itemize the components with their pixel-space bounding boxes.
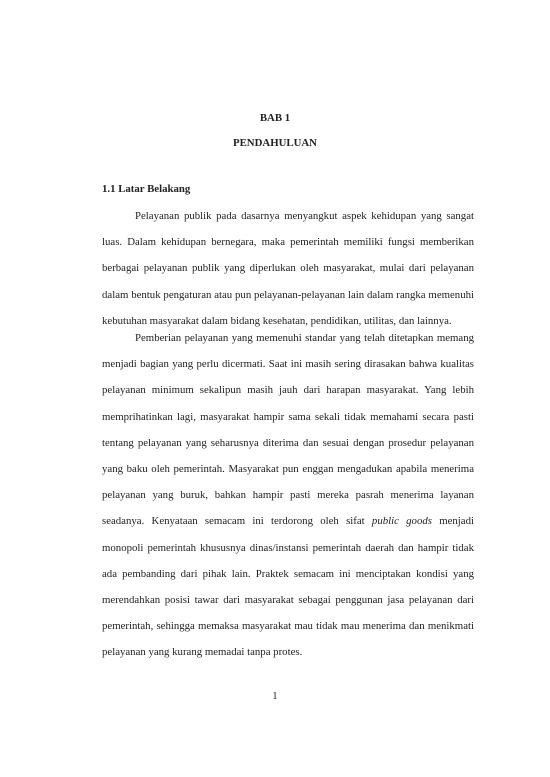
section-heading: 1.1 Latar Belakang <box>102 183 191 195</box>
chapter-title: PENDAHULUAN <box>233 137 317 149</box>
paragraph-line: ada pembanding dari pihak lain. Praktek semacam ini menciptakan kondisi yang <box>102 567 474 580</box>
page-number: 1 <box>272 690 278 702</box>
paragraph-line: yang baku oleh pemerintah. Masyarakat pun enggan mengadukan apabila menerima <box>102 462 474 475</box>
paragraph-line: monopoli pemerintah khususnya dinas/instansi pemerintah daerah dan hampir tidak <box>102 541 474 554</box>
paragraph-line: merendahkan posisi tawar dari masyarakat sebagai penggunan jasa pelayanan dari <box>102 593 474 606</box>
paragraph-line: dalam bentuk pengaturan atau pun pelayanan-pelayanan lain dalam rangka memenuhi <box>102 288 474 301</box>
paragraph-2 <box>102 331 474 671</box>
paragraph-line: Pemberian pelayanan yang memenuhi standar yang telah ditetapkan memang <box>135 332 474 344</box>
paragraph-line: pelayanan yang buruk, bahkan hampir pasti mereka pasrah menerima layanan <box>102 489 474 502</box>
paragraph-line: pelayanan minimum sekalipun masih jauh dari harapan masyarakat. Yang lebih <box>102 384 474 397</box>
paragraph-line: Pelayanan publik pada dasarnya menyangkut aspek kehidupan yang sangat <box>135 210 474 222</box>
paragraph-line: memprihatinkan lagi, masyarakat hampir sama sekali tidak memahami secara pasti <box>102 410 474 423</box>
paragraph-line: pelayanan yang kurang memadai tanpa protes. <box>102 646 303 659</box>
paragraph-line: kebutuhan masyarakat dalam bidang kesehatan, pendidikan, utilitas, dan lainnya. <box>102 314 452 327</box>
paragraph-line: menjadi bagian yang perlu dicermati. Saat ini masih sering dirasakan bahwa kualitas <box>102 358 474 371</box>
chapter-label: BAB 1 <box>259 112 291 124</box>
paragraph-line: berbagai pelayanan publik yang diperlukan oleh masyarakat, mulai dari pelayanan <box>102 262 474 275</box>
paragraph-line: tentang pelayanan yang seharusnya diterima dan sesuai dengan prosedur pelayanan <box>102 436 474 449</box>
paragraph-1 <box>102 209 474 340</box>
paragraph-line-with-italic <box>102 514 474 540</box>
paragraph-line: pemerintah, sehingga memaksa masyarakat mau tidak mau menerima dan menikmati <box>102 620 474 633</box>
line-text-before: seadanya. Kenyataan semacam ini terdorong oleh sifat <box>102 515 372 528</box>
line-text-after: menjadi <box>431 515 474 528</box>
paragraph-line: luas. Dalam kehidupan bernegara, maka pemerintah memiliki fungsi memberikan <box>102 236 474 249</box>
italic-term: public goods <box>371 515 432 528</box>
